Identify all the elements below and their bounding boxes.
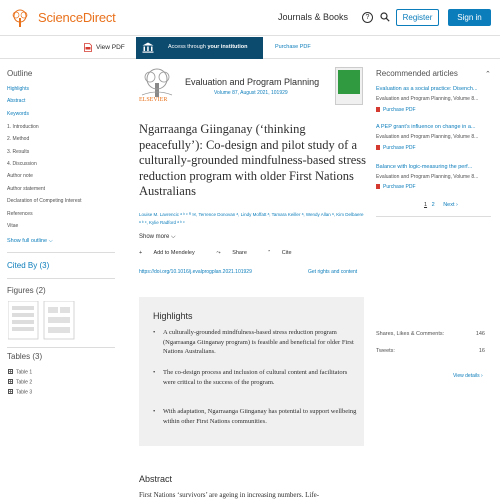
cite-label: Cite bbox=[281, 250, 292, 256]
purchase-pdf-label: Purchase PDF bbox=[383, 184, 416, 190]
outline-item-references[interactable]: References bbox=[7, 211, 33, 217]
outline-item-abstract[interactable]: Abstract bbox=[7, 98, 26, 104]
tables-heading: Tables (3) bbox=[7, 352, 43, 361]
purchase-pdf-label: Purchase PDF bbox=[383, 107, 416, 113]
access-label bbox=[168, 44, 247, 50]
outline-item-author-statement[interactable]: Author statement bbox=[7, 186, 46, 192]
metric-label: Shares, Likes & Comments: bbox=[376, 331, 445, 337]
outline-item-introduction[interactable]: 1. Introduction bbox=[7, 124, 39, 130]
metric-label: Tweets: bbox=[376, 348, 395, 354]
chevron-down-icon: ⌵ bbox=[171, 234, 176, 240]
article-title: Ngarraanga Giinganay (‘thinking peacefully’): Co-design and pilot study of a culturally-grounded mindfulness-based stress reduction program with older First Nations Australians bbox=[139, 122, 367, 198]
cited-by-link[interactable]: Cited By (3) bbox=[7, 261, 50, 270]
elsevier-tree-logo-icon[interactable] bbox=[8, 9, 32, 27]
abstract-heading: Abstract bbox=[139, 474, 173, 484]
sidebar-divider bbox=[7, 252, 115, 253]
sidebar-divider bbox=[7, 278, 115, 279]
purchase-pdf-label: Purchase PDF bbox=[383, 145, 416, 151]
chevron-down-icon: ⌵ bbox=[48, 238, 53, 244]
institution-icon bbox=[142, 42, 154, 53]
metric-value: 146 bbox=[475, 331, 485, 337]
register-button[interactable]: Register bbox=[396, 9, 439, 26]
outline-heading: Outline bbox=[7, 69, 33, 78]
help-icon[interactable]: ? bbox=[362, 12, 373, 23]
article-action-bar bbox=[0, 37, 500, 59]
recommended-article-link[interactable]: Evaluation as a social practice: Disench... bbox=[376, 86, 478, 92]
share-label: Share bbox=[232, 250, 247, 256]
pdf-icon bbox=[376, 107, 380, 112]
journal-cover-art bbox=[338, 70, 360, 94]
share-icon: ⤳ bbox=[216, 250, 221, 256]
show-more-button[interactable] bbox=[139, 234, 176, 241]
chevron-right-icon: › bbox=[480, 373, 483, 379]
view-pdf-link[interactable]: View PDF bbox=[96, 44, 125, 51]
show-full-outline-label: Show full outline bbox=[7, 238, 48, 244]
chevron-right-icon[interactable]: › bbox=[456, 202, 458, 208]
table-link[interactable] bbox=[8, 389, 32, 396]
table-link-label: Table 3 bbox=[16, 389, 33, 396]
page-2-link[interactable]: 2 bbox=[431, 202, 435, 208]
add-to-mendeley-label: Add to Mendeley bbox=[153, 250, 195, 256]
sidebar-divider bbox=[376, 216, 491, 217]
outline-item-author-note[interactable]: Author note bbox=[7, 173, 33, 179]
sign-in-button[interactable]: Sign in bbox=[448, 9, 491, 26]
recommended-purchase-pdf[interactable] bbox=[376, 184, 416, 190]
highlight-item: • With adaptation, Ngarraanga Giinganay has potential to support wellbeing within other First Nations communities. bbox=[153, 407, 358, 426]
collapse-chevron-icon[interactable]: ⌃ bbox=[485, 71, 491, 78]
search-icon[interactable] bbox=[380, 12, 390, 22]
show-full-outline-button[interactable] bbox=[7, 238, 53, 245]
rights-content-link[interactable]: Get rights and content bbox=[308, 269, 358, 275]
outline-item-discussion[interactable]: 4. Discussion bbox=[7, 161, 37, 167]
table-link-label: Table 2 bbox=[16, 379, 33, 386]
highlight-item: • A culturally-grounded mindfulness-based stress reduction program (Ngarraanga Giinganay program) is feasible and beneficial for older First Nations Australians. bbox=[153, 328, 358, 357]
journal-title-link[interactable]: Evaluation and Program Planning bbox=[185, 77, 320, 87]
access-institution-text: your institution bbox=[207, 44, 248, 50]
next-page-link[interactable]: Next bbox=[443, 202, 455, 208]
outline-item-results[interactable]: 3. Results bbox=[7, 149, 30, 155]
metric-value: 16 bbox=[478, 348, 485, 354]
page-1-link[interactable]: 1 bbox=[424, 202, 428, 208]
purchase-pdf-link[interactable]: Purchase PDF bbox=[275, 44, 311, 50]
pdf-icon[interactable] bbox=[84, 43, 92, 52]
recommended-article-link[interactable]: Balance with logic-measuring the perf... bbox=[376, 164, 473, 170]
add-to-mendeley-button[interactable] bbox=[139, 250, 205, 256]
highlight-item: • The co-design process and inclusion of cultural content and facilitators were critical to the success of the program. bbox=[153, 368, 358, 387]
view-details-label: View details bbox=[453, 373, 480, 379]
table-link[interactable] bbox=[8, 379, 32, 386]
show-more-label: Show more bbox=[139, 234, 170, 240]
outline-item-keywords[interactable]: Keywords bbox=[7, 111, 29, 117]
plus-icon: + bbox=[139, 250, 143, 256]
pdf-icon bbox=[376, 184, 380, 189]
table-link-label: Table 1 bbox=[16, 369, 33, 376]
figures-heading[interactable]: Figures (2) bbox=[7, 286, 46, 295]
outline-item-competing-interest[interactable]: Declaration of Competing Interest bbox=[7, 198, 82, 204]
table-icon bbox=[8, 369, 13, 374]
publisher-name: ELSEVIER bbox=[139, 97, 168, 103]
access-prefix: Access through bbox=[168, 44, 208, 50]
view-details-link[interactable] bbox=[453, 373, 483, 379]
sciencedirect-logo[interactable]: ScienceDirect bbox=[38, 10, 116, 25]
recommended-pagination bbox=[424, 202, 458, 208]
recommended-purchase-pdf[interactable] bbox=[376, 145, 416, 151]
cite-button[interactable] bbox=[268, 250, 301, 256]
table-link[interactable] bbox=[8, 369, 32, 376]
recommended-article-link[interactable]: A PEP grant’s influence on change in a... bbox=[376, 124, 476, 130]
top-navigation-bar bbox=[0, 0, 500, 36]
abstract-text: First Nations ‘survivors’ are ageing in increasing numbers. Life- bbox=[139, 491, 320, 499]
volume-info-link[interactable]: Volume 87, August 2021, 101929 bbox=[214, 90, 288, 96]
recommended-purchase-pdf[interactable] bbox=[376, 107, 416, 113]
recommended-articles-heading: Recommended articles bbox=[376, 69, 458, 78]
outline-item-method[interactable]: 2. Method bbox=[7, 136, 30, 142]
sidebar-divider bbox=[7, 347, 115, 348]
pdf-icon bbox=[376, 145, 380, 150]
article-tools bbox=[139, 250, 312, 257]
quote-icon: ” bbox=[268, 250, 271, 256]
table-icon bbox=[8, 389, 13, 394]
highlights-heading: Highlights bbox=[153, 311, 193, 321]
outline-item-highlights[interactable]: Highlights bbox=[7, 86, 29, 92]
figure-thumbnails[interactable] bbox=[8, 301, 108, 341]
recommended-article-meta: Evaluation and Program Planning, Volume 8... bbox=[376, 96, 479, 102]
doi-link[interactable]: https://doi.org/10.1016/j.evalprogplan.2021.101929 bbox=[139, 269, 252, 275]
journals-books-link[interactable]: Journals & Books bbox=[278, 12, 349, 22]
table-icon bbox=[8, 379, 13, 384]
recommended-article-meta: Evaluation and Program Planning, Volume 8... bbox=[376, 134, 479, 140]
share-button[interactable] bbox=[216, 250, 257, 256]
author-list[interactable]: Louise M. Lavrencic ᵃ ᵇ ᶜ ᴿ ✉, Terrence Donovan ᵃ, Lindy Moffatt ᵃ, Tamara Keiller ᵃ, Wendy Allan ᵃ, Kim Delbaere ᵃ ᵇ ᶜ, Kylie Radford ᵃ ᵇ ᶜ bbox=[139, 212, 364, 225]
recommended-article-meta: Evaluation and Program Planning, Volume 8... bbox=[376, 174, 479, 180]
outline-item-vitae[interactable]: Vitae bbox=[7, 223, 19, 229]
